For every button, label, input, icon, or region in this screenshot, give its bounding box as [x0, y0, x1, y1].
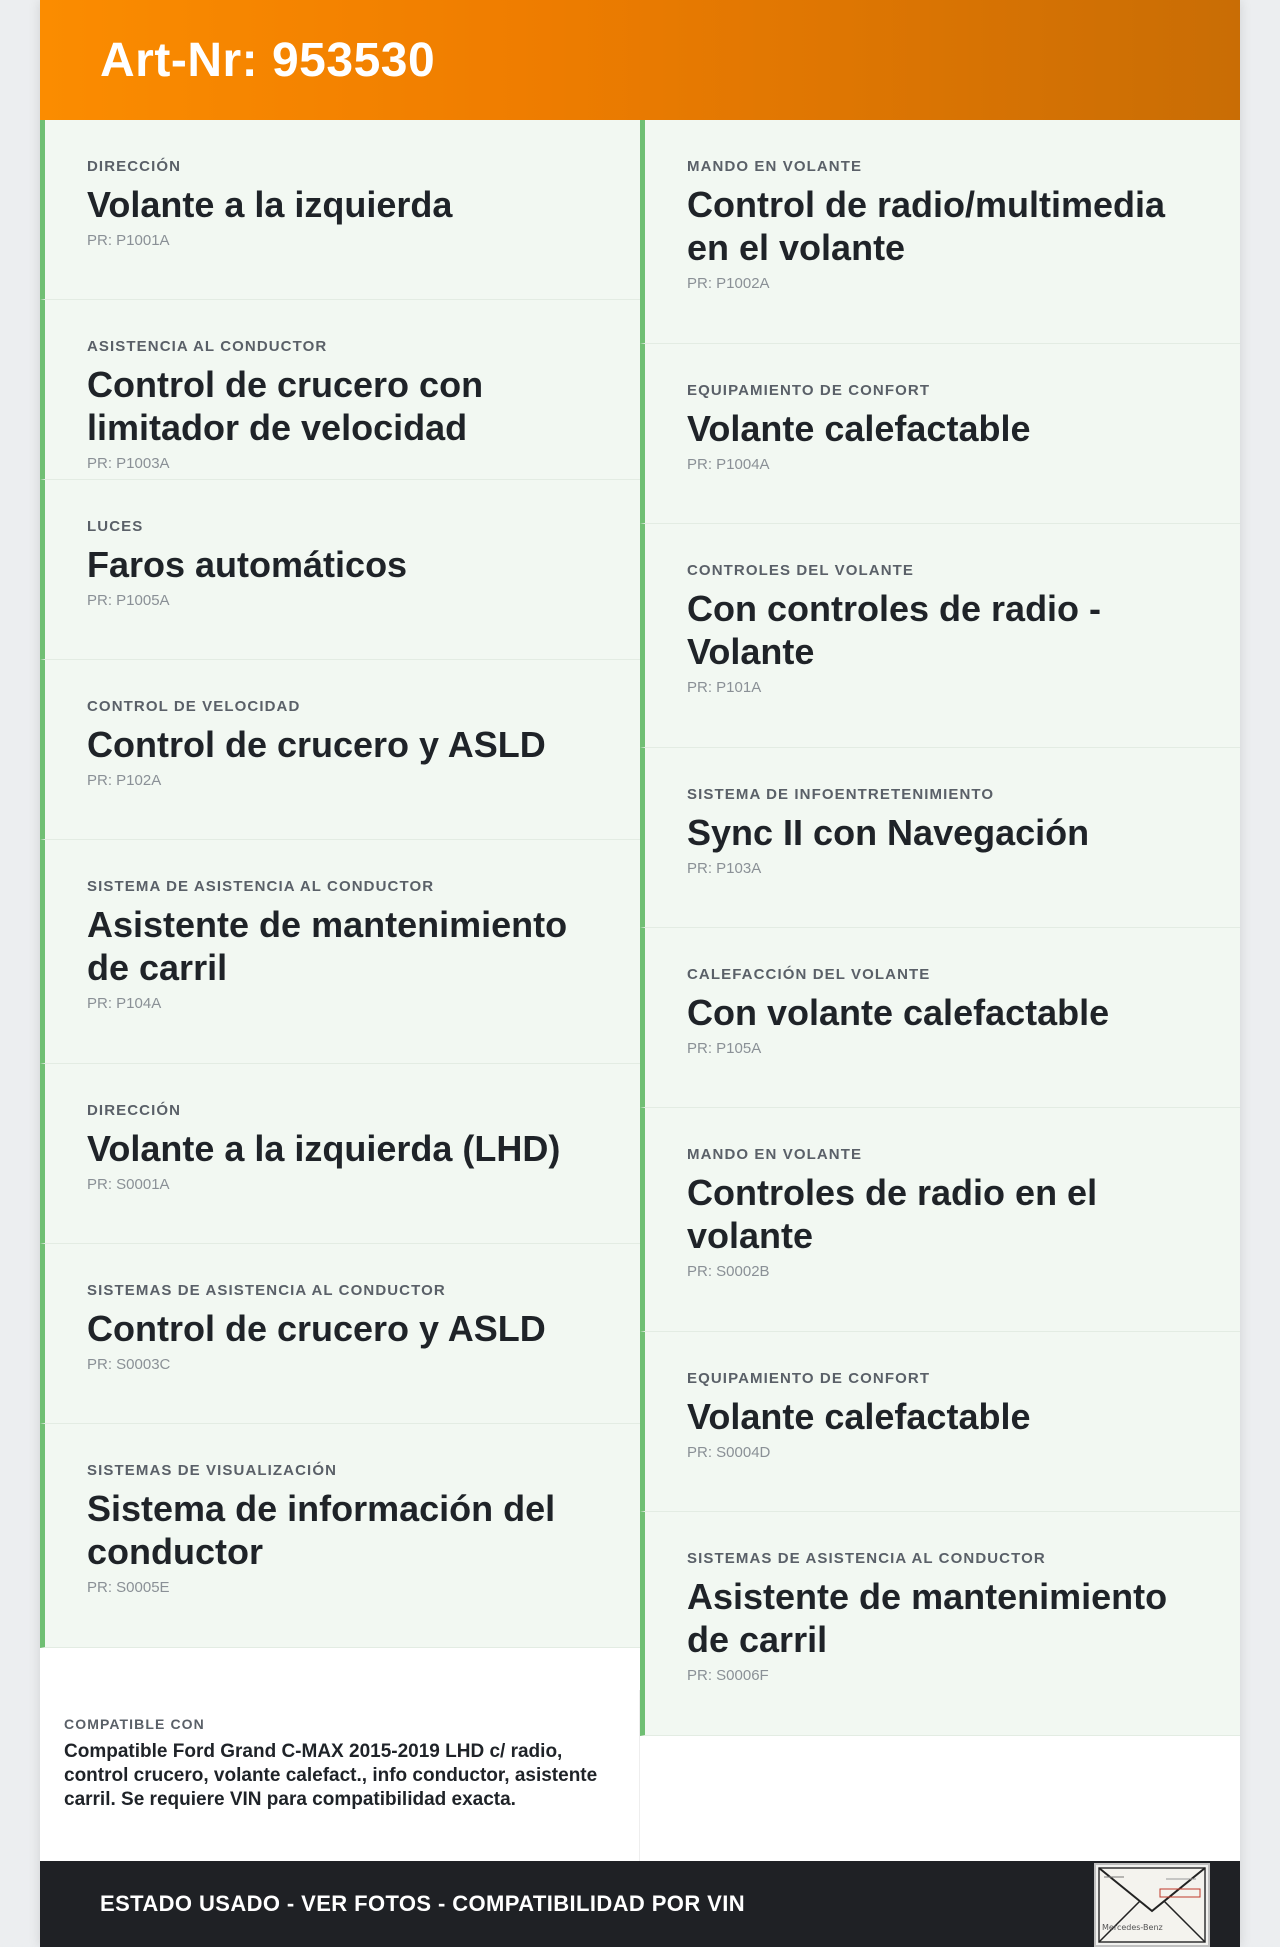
- feature-title: Control de radio/multimedia en el volante: [687, 184, 1166, 268]
- page-title: Art-Nr: 953530: [100, 33, 436, 87]
- feature-pr-code: PR: S0004D: [687, 1444, 771, 1461]
- feature-category: SISTEMA DE INFOENTRETENIMIENTO: [687, 786, 995, 803]
- feature-card: [40, 300, 640, 480]
- feature-category: SISTEMA DE ASISTENCIA AL CONDUCTOR: [87, 878, 435, 895]
- feature-category: DIRECCIÓN: [87, 158, 182, 175]
- compatibility-label: COMPATIBLE CON: [64, 1716, 205, 1732]
- feature-title: Volante calefactable: [687, 408, 1031, 449]
- feature-title: Con volante calefactable: [687, 992, 1110, 1033]
- feature-category: ASISTENCIA AL CONDUCTOR: [87, 338, 328, 355]
- feature-category: LUCES: [87, 518, 144, 535]
- feature-category: CALEFACCIÓN DEL VOLANTE: [687, 966, 931, 983]
- feature-title: Sync II con Navegación: [687, 812, 1090, 853]
- feature-category: EQUIPAMIENTO DE CONFORT: [687, 1370, 931, 1387]
- feature-title: Controles de radio en el volante: [687, 1172, 1098, 1256]
- feature-category: DIRECCIÓN: [87, 1102, 182, 1119]
- feature-category: SISTEMAS DE ASISTENCIA AL CONDUCTOR: [687, 1550, 1046, 1567]
- feature-pr-code: PR: S0005E: [87, 1579, 170, 1596]
- feature-pr-code: PR: P1003A: [87, 455, 170, 472]
- feature-card: [640, 1108, 1240, 1332]
- envelope-icon: [1096, 1865, 1208, 1945]
- feature-category: SISTEMAS DE ASISTENCIA AL CONDUCTOR: [87, 1282, 446, 1299]
- feature-card: [640, 928, 1240, 1108]
- feature-pr-code: PR: S0006F: [687, 1667, 769, 1684]
- feature-pr-code: PR: S0002B: [687, 1263, 770, 1280]
- feature-card: [640, 748, 1240, 928]
- feature-pr-code: PR: P103A: [687, 860, 762, 877]
- feature-pr-code: PR: P1004A: [687, 456, 770, 473]
- page: [40, 0, 1240, 1947]
- feature-card: [40, 840, 640, 1064]
- feature-category: EQUIPAMIENTO DE CONFORT: [687, 382, 931, 399]
- feature-pr-code: PR: S0003C: [87, 1356, 171, 1373]
- feature-category: SISTEMAS DE VISUALIZACIÓN: [87, 1462, 338, 1479]
- feature-card: [40, 660, 640, 840]
- feature-pr-code: PR: P105A: [687, 1040, 762, 1057]
- feature-category: CONTROLES DEL VOLANTE: [687, 562, 914, 579]
- envelope-stamp-icon[interactable]: [1094, 1863, 1210, 1947]
- feature-card: [640, 1332, 1240, 1512]
- feature-category: MANDO EN VOLANTE: [687, 158, 863, 175]
- footer-bar: [40, 1861, 1240, 1947]
- feature-title: Volante calefactable: [687, 1396, 1031, 1437]
- feature-pr-code: PR: P104A: [87, 995, 162, 1012]
- header: [40, 0, 1240, 120]
- feature-card: [40, 120, 640, 300]
- feature-pr-code: PR: P1002A: [687, 275, 770, 292]
- feature-title: Control de crucero con limitador de velocidad: [87, 364, 484, 448]
- feature-title: Control de crucero y ASLD: [87, 1308, 546, 1349]
- feature-grid: [40, 120, 1240, 1736]
- feature-title: Faros automáticos: [87, 544, 408, 585]
- feature-pr-code: PR: P1005A: [87, 592, 170, 609]
- feature-title: Volante a la izquierda (LHD): [87, 1128, 561, 1169]
- feature-pr-code: PR: P102A: [87, 772, 162, 789]
- feature-title: Volante a la izquierda: [87, 184, 453, 225]
- feature-pr-code: PR: P1001A: [87, 232, 170, 249]
- feature-card: [40, 1244, 640, 1424]
- feature-title: Asistente de mantenimiento de carril: [87, 904, 568, 988]
- compatibility-text: Compatible Ford Grand C-MAX 2015-2019 LHD c/ radio, control crucero, volante calefact., info conductor, asistente carril. Se requiere VIN para compatibilidad exacta.: [64, 1741, 598, 1810]
- feature-column-left: [40, 120, 640, 1736]
- feature-category: MANDO EN VOLANTE: [687, 1146, 863, 1163]
- feature-card: [40, 480, 640, 660]
- feature-title: Con controles de radio - Volante: [687, 588, 1102, 672]
- feature-column-right: [640, 120, 1240, 1736]
- feature-card: [40, 1064, 640, 1244]
- feature-category: CONTROL DE VELOCIDAD: [87, 698, 301, 715]
- feature-card: [640, 524, 1240, 748]
- feature-title: Sistema de información del conductor: [87, 1488, 556, 1572]
- compatibility-section: [40, 1690, 640, 1861]
- feature-card: [40, 1424, 640, 1648]
- feature-title: Control de crucero y ASLD: [87, 724, 546, 765]
- feature-card: [640, 120, 1240, 344]
- footer-text: ESTADO USADO - VER FOTOS - COMPATIBILIDAD POR VIN: [100, 1891, 745, 1916]
- feature-title: Asistente de mantenimiento de carril: [687, 1576, 1168, 1660]
- stamp-text: Mercedes-Benz: [1102, 1923, 1163, 1932]
- feature-card: [640, 1512, 1240, 1736]
- feature-pr-code: PR: P101A: [687, 679, 762, 696]
- feature-pr-code: PR: S0001A: [87, 1176, 170, 1193]
- feature-card: [640, 344, 1240, 524]
